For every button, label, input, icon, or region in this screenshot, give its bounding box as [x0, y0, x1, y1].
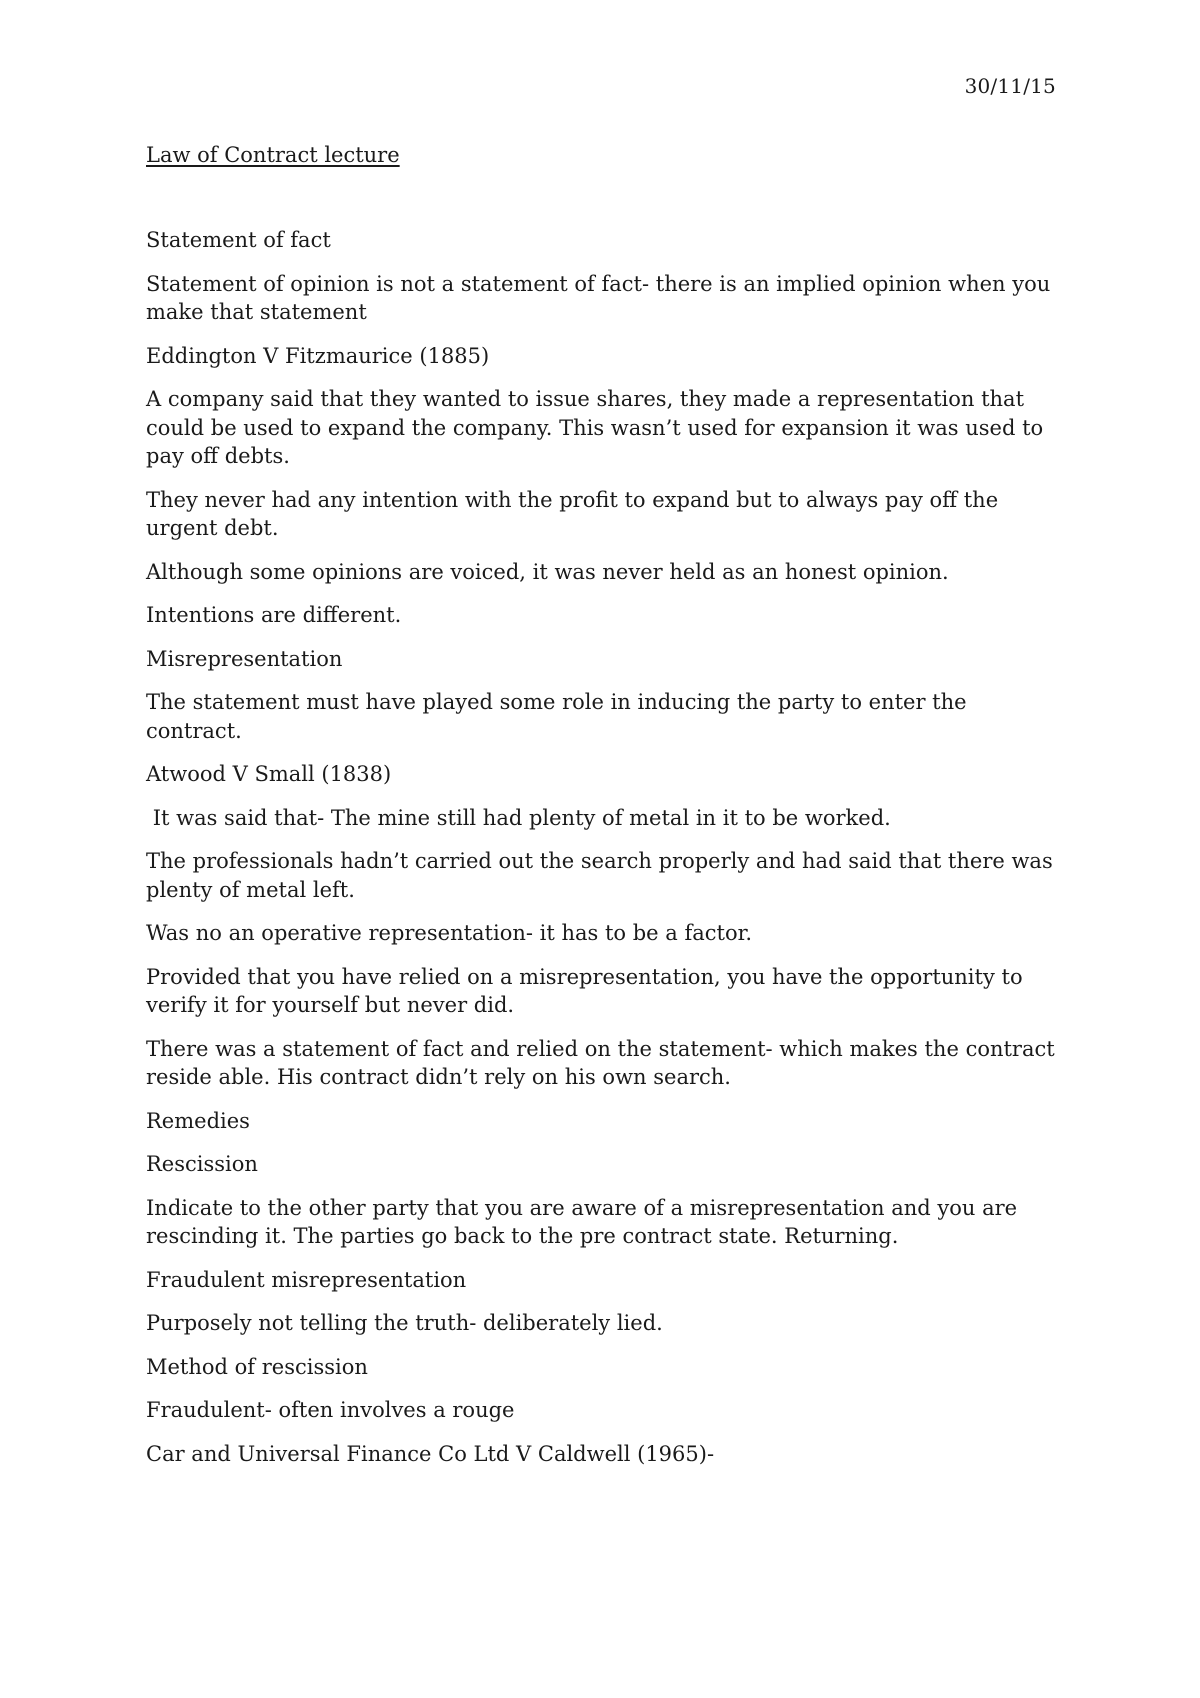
paragraph: Statement of opinion is not a statement of fact- there is an implied opinion when you make that statement [146, 271, 1057, 325]
paragraph: Intentions are different. [146, 603, 402, 628]
paragraph: Remedies [146, 1108, 250, 1133]
paragraph: Was no an operative representation- it has to be a factor. [146, 921, 753, 946]
paragraph: Purposely not telling the truth- deliberately lied. [146, 1311, 663, 1336]
paragraph: Eddington V Fitzmaurice (1885) [146, 343, 490, 368]
paragraph: Fraudulent- often involves a rouge [146, 1398, 515, 1423]
paragraph: It was said that- The mine still had plenty of metal in it to be worked. [146, 805, 891, 830]
paragraph: Misrepresentation [146, 646, 343, 671]
paragraph: Although some opinions are voiced, it was never held as an honest opinion. [146, 559, 949, 584]
paragraph: A company said that they wanted to issue shares, they made a representation that could be used to expand the company. This wasn’t used for expansion it was used to pay off debts. [146, 387, 1050, 469]
paragraph: Statement of fact [146, 228, 331, 253]
paragraph: They never had any intention with the profit to expand but to always pay off the urgent debt. [146, 487, 1005, 541]
paragraph: Method of rescission [146, 1354, 368, 1379]
document-title: Law of Contract lecture [146, 143, 400, 167]
paragraph: Indicate to the other party that you are aware of a misrepresentation and you are rescinding it. The parties go back to the pre contract state. Returning. [146, 1195, 1024, 1249]
paragraph: Atwood V Small (1838) [146, 762, 392, 787]
paragraph: Fraudulent misrepresentation [146, 1267, 467, 1292]
paragraph: Provided that you have relied on a misrepresentation, you have the opportunity to verify it for yourself but never did. [146, 964, 1030, 1018]
paragraph: Car and Universal Finance Co Ltd V Caldwell (1965)- [146, 1441, 715, 1466]
document-date: 30/11/15 [964, 74, 1056, 98]
paragraph: Rescission [146, 1152, 258, 1177]
paragraph: There was a statement of fact and relied on the statement- which makes the contract reside able. His contract didn’t rely on his own search. [146, 1036, 1062, 1090]
document-body [146, 142, 1062, 1483]
paragraph: The statement must have played some role in inducing the party to enter the contract. [146, 690, 974, 743]
paragraph: The professionals hadn’t carried out the search properly and had said that there was plenty of metal left. [146, 849, 1060, 902]
